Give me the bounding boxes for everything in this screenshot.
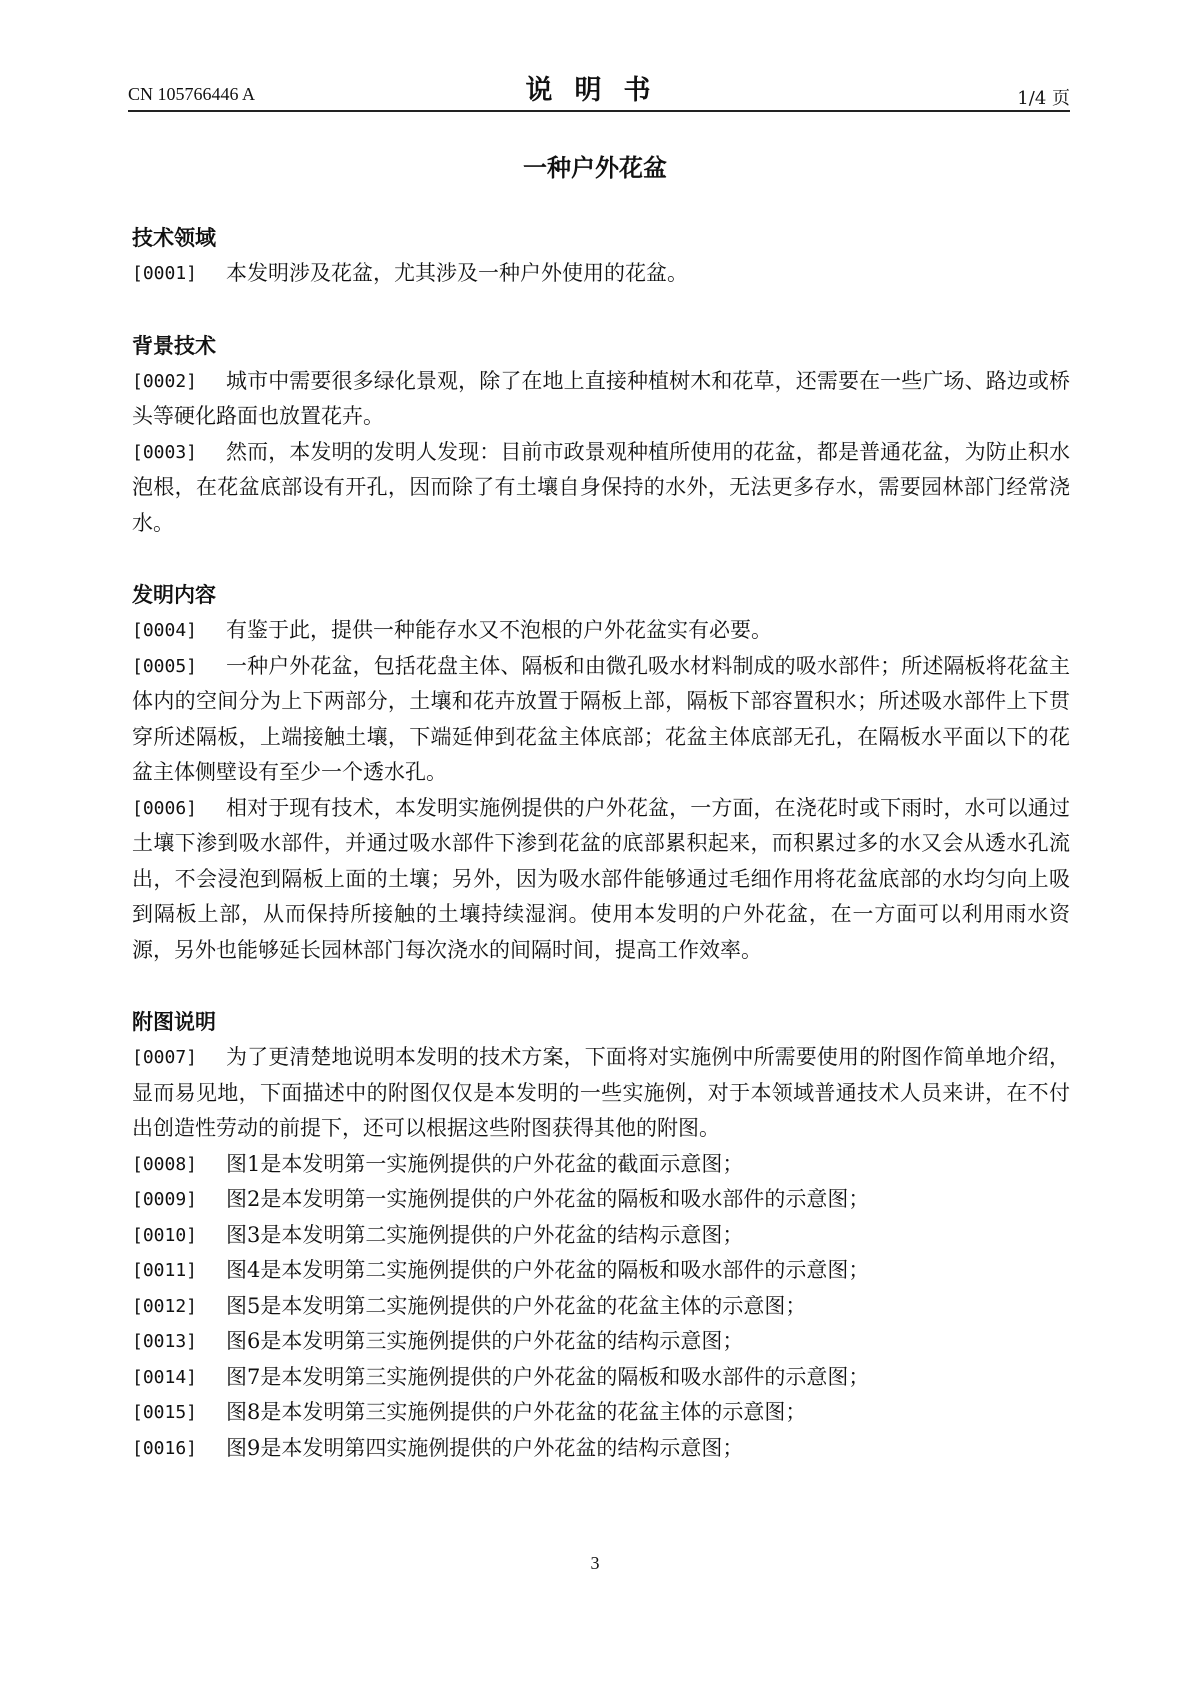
paragraph-number: [0002] bbox=[132, 370, 198, 392]
paragraph-text: 图7是本发明第三实施例提供的户外花盆的隔板和吸水部件的示意图； bbox=[226, 1364, 870, 1389]
paragraph-number: [0006] bbox=[132, 797, 198, 819]
paragraph-text: 一种户外花盆，包括花盘主体、隔板和由微孔吸水材料制成的吸水部件；所述隔板将花盆主体内的空间分为上下两部分，土壤和花卉放置于隔板上部，隔板下部容置积水；所述吸水部件上下贯穿所述隔板，上端接触土壤，下端延伸到花盆主体底部；花盆主体底部无孔，在隔板水平面以下的花盆主体侧壁设有至少一个透水孔。 bbox=[132, 653, 1070, 784]
paragraph-number: [0001] bbox=[132, 263, 198, 284]
section-heading: 背景技术 bbox=[132, 333, 216, 358]
paragraph bbox=[132, 1040, 1070, 1147]
paragraph-number: [0011] bbox=[132, 1260, 198, 1281]
page-header bbox=[128, 66, 1070, 112]
paragraph bbox=[132, 364, 1070, 435]
section bbox=[132, 220, 1070, 292]
paragraph-number: [0009] bbox=[132, 1189, 198, 1210]
paragraph-number: [0014] bbox=[132, 1366, 198, 1388]
paragraph-number: [0015] bbox=[132, 1402, 198, 1423]
paragraph-number: [0007] bbox=[132, 1047, 198, 1068]
paragraph-text: 图9是本发明第四实施例提供的户外花盆的结构示意图； bbox=[226, 1435, 744, 1460]
paragraph bbox=[132, 1289, 1070, 1325]
document-type: 说明书 bbox=[525, 75, 673, 106]
patent-number: CN 105766446 A bbox=[128, 84, 256, 104]
paragraph-text: 有鉴于此，提供一种能存水又不泡根的户外花盆实有必要。 bbox=[226, 618, 772, 642]
paragraph-number: [0010] bbox=[132, 1224, 198, 1246]
section bbox=[132, 328, 1070, 542]
paragraph bbox=[132, 1324, 1070, 1360]
paragraph-number: [0013] bbox=[132, 1331, 198, 1352]
paragraph bbox=[132, 1218, 1070, 1254]
paragraph-text: 图6是本发明第三实施例提供的户外花盆的结构示意图； bbox=[226, 1329, 744, 1353]
paragraph-number: [0004] bbox=[132, 620, 198, 641]
paragraph bbox=[132, 791, 1070, 969]
paragraph-text: 为了更清楚地说明本发明的技术方案，下面将对实施例中所需要使用的附图作简单地介绍，显而易见地，下面描述中的附图仅仅是本发明的一些实施例，对于本领域普通技术人员来讲，在不付出创造性劳动的前提下，还可以根据这些附图获得其他的附图。 bbox=[132, 1045, 1070, 1140]
paragraph-number: [0005] bbox=[132, 655, 198, 677]
paragraph-number: [0016] bbox=[132, 1437, 198, 1459]
document-title: 一种户外花盆 bbox=[523, 154, 667, 182]
paragraph-text: 城市中需要很多绿化景观，除了在地上直接种植树木和花草，还需要在一些广场、路边或桥头等硬化路面也放置花卉。 bbox=[132, 368, 1070, 428]
paragraph bbox=[132, 1253, 1070, 1289]
paragraph bbox=[132, 1182, 1070, 1218]
page-number: 3 bbox=[590, 1553, 600, 1573]
section-heading: 技术领域 bbox=[132, 226, 216, 250]
paragraph bbox=[132, 435, 1070, 542]
paragraph bbox=[132, 1360, 1070, 1396]
paragraph-text: 图1是本发明第一实施例提供的户外花盆的截面示意图； bbox=[226, 1151, 744, 1176]
paragraph-text: 图3是本发明第二实施例提供的户外花盆的结构示意图； bbox=[226, 1222, 744, 1247]
paragraph-number: [0008] bbox=[132, 1153, 198, 1175]
paragraph-text: 图8是本发明第三实施例提供的户外花盆的花盆主体的示意图； bbox=[226, 1400, 807, 1424]
paragraph bbox=[132, 1147, 1070, 1183]
paragraph-text: 图4是本发明第二实施例提供的户外花盆的隔板和吸水部件的示意图； bbox=[226, 1258, 870, 1282]
paragraph-text: 图5是本发明第二实施例提供的户外花盆的花盆主体的示意图； bbox=[226, 1293, 807, 1318]
paragraph bbox=[132, 1431, 1070, 1467]
paragraph-text: 本发明涉及花盆，尤其涉及一种户外使用的花盆。 bbox=[226, 261, 688, 285]
section-heading: 发明内容 bbox=[132, 583, 216, 607]
paragraph-text: 图2是本发明第一实施例提供的户外花盆的隔板和吸水部件的示意图； bbox=[226, 1187, 870, 1211]
section bbox=[132, 1004, 1070, 1466]
paragraph-number: [0012] bbox=[132, 1295, 198, 1317]
document-body bbox=[132, 220, 1070, 1466]
section bbox=[132, 577, 1070, 968]
paragraph bbox=[132, 613, 1070, 649]
section-heading: 附图说明 bbox=[132, 1010, 216, 1034]
paragraph bbox=[132, 1395, 1070, 1431]
page-info: 1/4 页 bbox=[1017, 88, 1070, 109]
paragraph bbox=[132, 256, 1070, 292]
paragraph bbox=[132, 649, 1070, 791]
paragraph-text: 然而，本发明的发明人发现：目前市政景观种植所使用的花盆，都是普通花盆，为防止积水泡根，在花盆底部设有开孔，因而除了有土壤自身保持的水外，无法更多存水，需要园林部门经常浇水。 bbox=[132, 439, 1070, 535]
paragraph-text: 相对于现有技术，本发明实施例提供的户外花盆，一方面，在浇花时或下雨时，水可以通过土壤下渗到吸水部件，并通过吸水部件下渗到花盆的底部累积起来，而积累过多的水又会从透水孔流出，不会浸泡到隔板上面的土壤；另外，因为吸水部件能够通过毛细作用将花盆底部的水均匀向上吸到隔板上部，从而保持所接触的土壤持续湿润。使用本发明的户外花盆，在一方面可以利用雨水资源，另外也能够延长园林部门每次浇水的间隔时间，提高工作效率。 bbox=[132, 795, 1070, 962]
paragraph-number: [0003] bbox=[132, 441, 198, 463]
